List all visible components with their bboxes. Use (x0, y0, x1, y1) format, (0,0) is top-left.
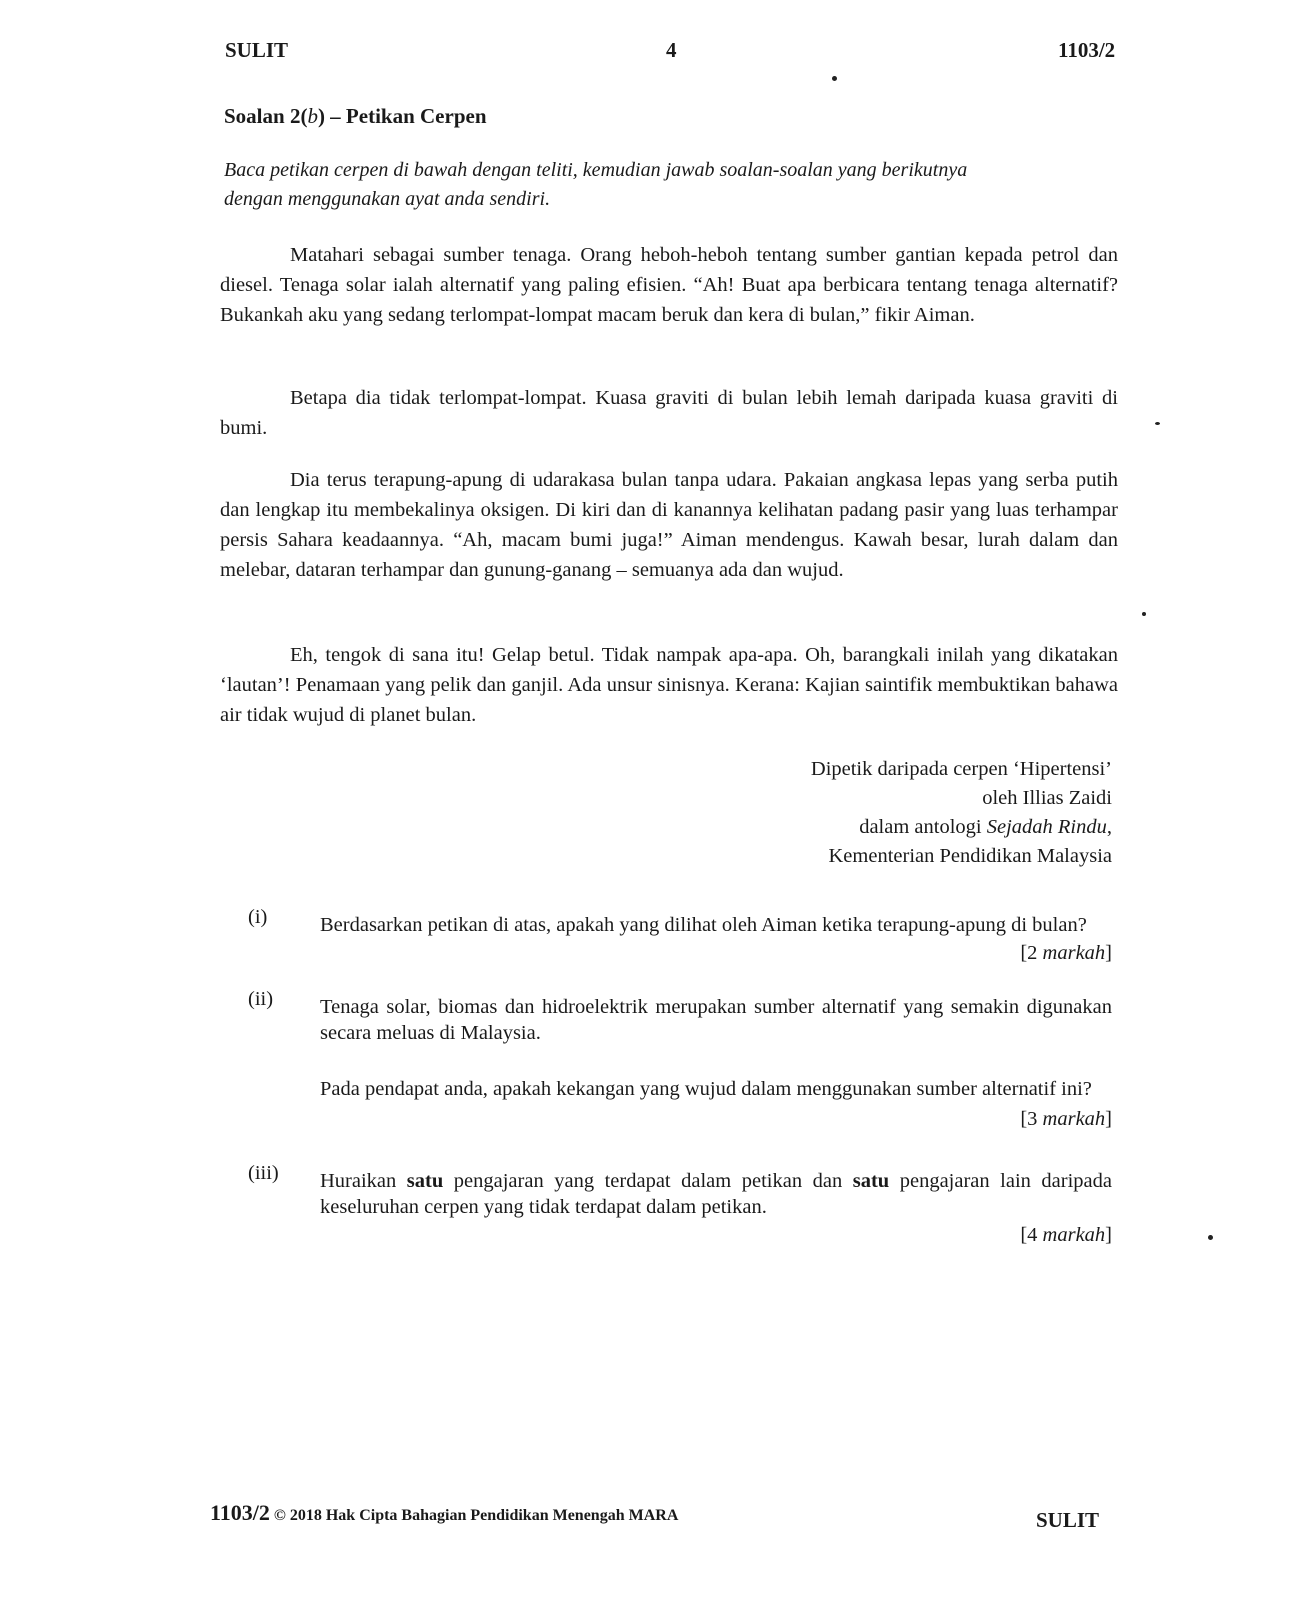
footer-classification: SULIT (1036, 1508, 1100, 1532)
attribution-line-4: Kementerian Pendidikan Malaysia (828, 845, 1112, 867)
instruction-line-1: Baca petikan cerpen di bawah dengan teliti, kemudian jawab soalan-soalan yang berikutnya (224, 159, 968, 181)
passage-paragraph: Dia terus terapung-apung di udarakasa bulan tanpa udara. Pakaian angkasa lepas yang serba putih dan lengkap itu membekalinya oksigen. Di kiri dan di kanannya kelihatan padang pasir yang luas terhampar persis Sahara keadaannya. “Ah, macam bumi juga!” Aiman mendengus. Kawah besar, lurah dalam dan melebar, dataran terhampar dan gunung-ganang – semuanya ada dan wujud. (220, 469, 1118, 581)
marks-number: [4 (1020, 1224, 1043, 1246)
footer-code: 1103/2 (210, 1500, 270, 1525)
question-number: (iii) (248, 1162, 279, 1184)
footer-copyright (210, 1500, 678, 1526)
scan-speck (1155, 422, 1160, 425)
question-text-part: pengajaran lain daripada keseluruhan cerpen yang tidak terdapat dalam petikan. (320, 1170, 1112, 1218)
question-marks (1020, 942, 1112, 965)
paper-code: 1103/2 (1058, 38, 1116, 62)
section-title-prefix: Soalan 2( (224, 104, 308, 128)
marks-word: markah (1042, 942, 1106, 964)
question-marks (1020, 1108, 1112, 1131)
attribution-prefix: dalam antologi (859, 816, 987, 838)
footer-copyright-text: © 2018 Hak Cipta Bahagian Pendidikan Menengah MARA (269, 1507, 679, 1524)
passage-paragraph: Betapa dia tidak terlompat-lompat. Kuasa graviti di bulan lebih lemah daripada kuasa graviti di bumi. (220, 387, 1118, 439)
section-title-letter: b (307, 104, 318, 128)
question-text: Berdasarkan petikan di atas, apakah yang dilihat oleh Aiman ketika terapung-apung di bulan? (320, 914, 1087, 936)
question-text-part: pengajaran yang terdapat dalam petikan dan (443, 1170, 853, 1192)
question-number: (i) (248, 906, 268, 928)
section-title-suffix: ) – Petikan Cerpen (317, 104, 487, 128)
attribution-suffix: , (1106, 816, 1112, 838)
attribution-line-1: Dipetik daripada cerpen ‘Hipertensi’ (810, 758, 1112, 780)
scan-speck (1142, 612, 1146, 616)
emphasis-satu: satu (852, 1170, 890, 1192)
marks-number: [2 (1020, 942, 1043, 964)
marks-word: markah (1042, 1108, 1106, 1130)
passage-paragraph: Eh, tengok di sana itu! Gelap betul. Tidak nampak apa-apa. Oh, barangkali inilah yang dikatakan ‘lautan’! Penamaan yang pelik dan ganjil. Ada unsur sinisnya. Kerana: Kajian saintifik membuktikan bahawa air tidak wujud di planet bulan. (220, 644, 1118, 726)
anthology-title: Sejadah Rindu (986, 816, 1107, 838)
question-text: Tenaga solar, biomas dan hidroelektrik merupakan sumber alternatif yang semakin digunakan secara meluas di Malaysia. (320, 996, 1112, 1044)
scan-speck (1208, 1235, 1213, 1240)
passage-paragraph: Matahari sebagai sumber tenaga. Orang heboh-heboh tentang sumber gantian kepada petrol dan diesel. Tenaga solar ialah alternatif yang paling efisien. “Ah! Buat apa berbicara tentang tenaga alternatif? Bukankah aku yang sedang terlompat-lompat macam beruk dan kera di bulan,” fikir Aiman. (220, 244, 1118, 326)
section-title (224, 104, 487, 129)
attribution-line-2: oleh Illias Zaidi (982, 787, 1112, 809)
question-marks (1020, 1224, 1112, 1247)
header-classification: SULIT (225, 38, 289, 62)
emphasis-satu: satu (406, 1170, 444, 1192)
source-attribution (811, 755, 1112, 871)
marks-word: markah (1042, 1224, 1106, 1246)
attribution-line-3 (811, 813, 1112, 842)
marks-number: [3 (1020, 1108, 1043, 1130)
question-text (320, 1168, 1112, 1220)
question-number: (ii) (248, 988, 274, 1010)
marks-close: ] (1105, 942, 1112, 964)
instruction (224, 156, 1114, 214)
scan-speck (832, 76, 837, 81)
instruction-line-2: dengan menggunakan ayat anda sendiri. (224, 188, 551, 210)
question-text-part: Huraikan (320, 1170, 407, 1192)
marks-close: ] (1105, 1224, 1112, 1246)
page-number: 4 (666, 38, 677, 62)
question-text: Pada pendapat anda, apakah kekangan yang wujud dalam menggunakan sumber alternatif ini? (320, 1078, 1092, 1100)
marks-close: ] (1105, 1108, 1112, 1130)
